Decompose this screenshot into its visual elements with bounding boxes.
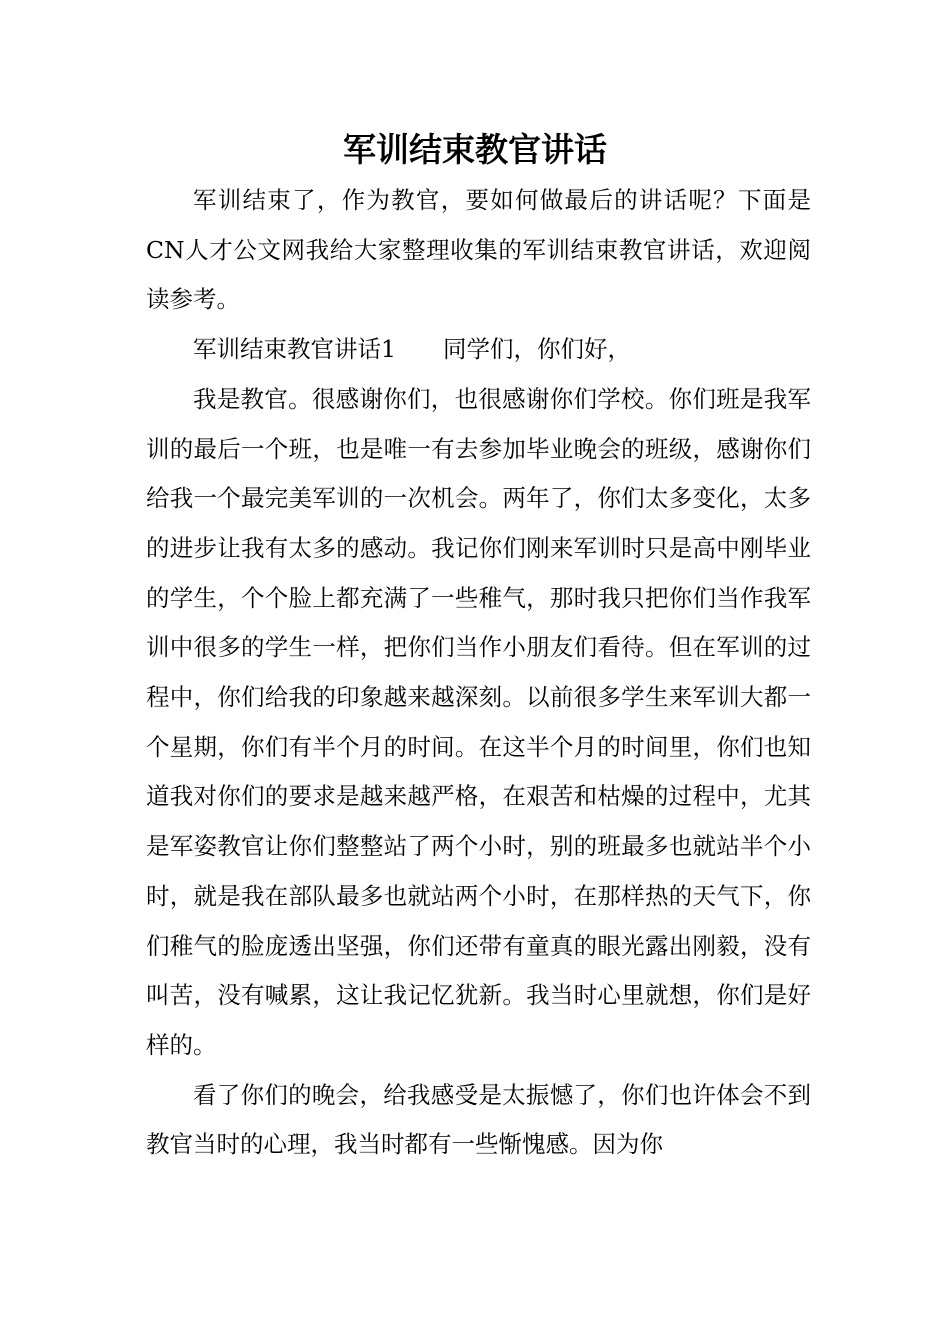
- greeting: 同学们，你们好，: [442, 335, 631, 364]
- body-paragraph-1: 我是教官。很感谢你们，也很感谢你们学校。你们班是我军训的最后一个班，也是唯一有去参加毕业晚会的班级，感谢你们给我一个最完美军训的一次机会。两年了，你们太多变化，太多的进步让我有太多的感动。我记你们刚来军训时只是高中刚毕业的学生，个个脸上都充满了一些稚气，那时我只把你们当作我军训中很多的学生一样，把你们当作小朋友们看待。但在军训的过程中，你们给我的印象越来越深刻。以前很多学生来军训大都一个星期，你们有半个月的时间。在这半个月的时间里，你们也知道我对你们的要求是越来越严格，在艰苦和枯燥的过程中，尤其是军姿教官让你们整整站了两个小时，别的班最多也就站半个小时，就是我在部队最多也就站两个小时，在那样热的天气下，你们稚气的脸庞透出坚强，你们还带有童真的眼光露出刚毅，没有叫苦，没有喊累，这让我记忆犹新。我当时心里就想，你们是好样的。: [146, 384, 811, 1059]
- body-paragraph-2: 看了你们的晚会，给我感受是太振憾了，你们也许体会不到教官当时的心理，我当时都有一些惭愧感。因为你: [146, 1080, 811, 1159]
- intro-paragraph: 军训结束了，作为教官，要如何做最后的讲话呢？下面是CN人才公文网我给大家整理收集的军训结束教官讲话，欢迎阅读参考。: [146, 186, 811, 314]
- section-heading: 军训结束教官讲话1: [193, 335, 396, 364]
- document-title: 军训结束教官讲话: [343, 130, 607, 169]
- document-body: [146, 176, 811, 1170]
- section-heading-line: [146, 325, 811, 375]
